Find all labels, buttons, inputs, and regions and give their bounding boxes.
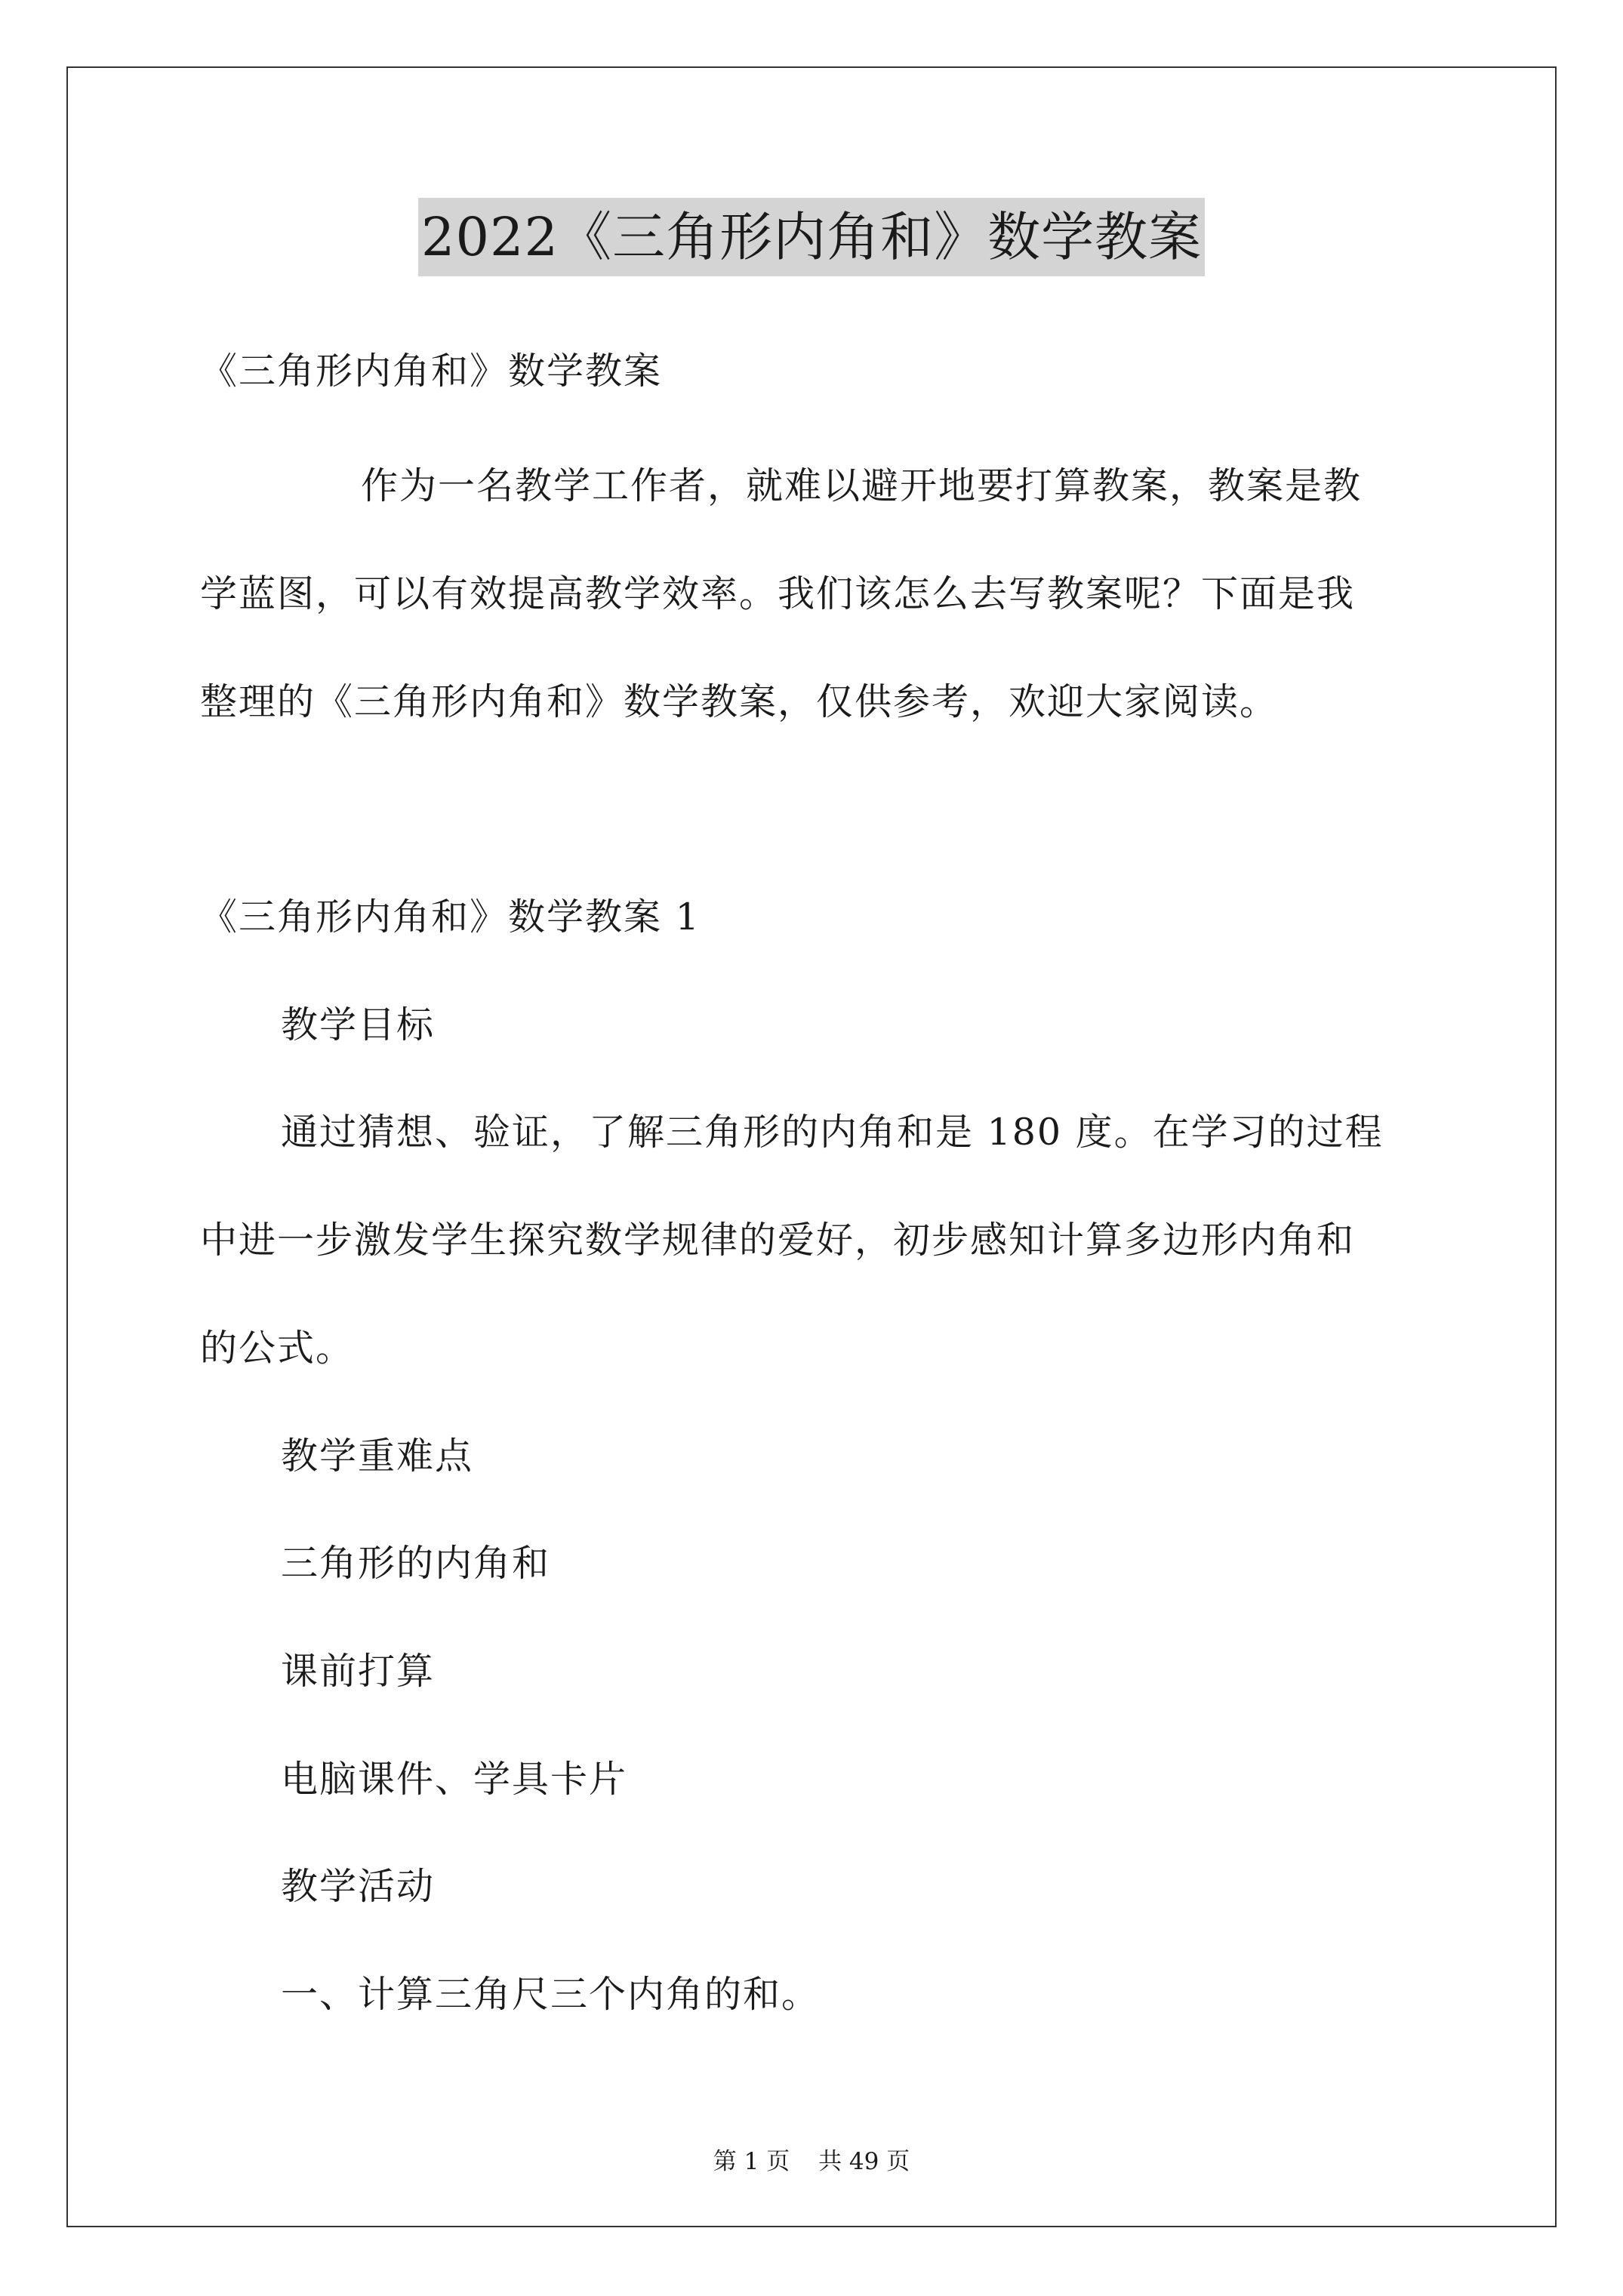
key-points-heading: 教学重难点 [281, 1435, 474, 1478]
key-points-text: 三角形的内角和 [281, 1542, 551, 1585]
objective-line-2: 中进一步激发学生探究数学规律的爱好，初步感知计算多边形内角和 [200, 1219, 1356, 1262]
page-total: 共 49 页 [818, 2148, 910, 2175]
document-subtitle: 《三角形内角和》数学教案 [200, 350, 663, 393]
title-container [0, 198, 1623, 276]
intro-line-1: 作为一名教学工作者，就难以避开地要打算教案，教案是教 [361, 464, 1363, 507]
objective-line-1: 通过猜想、验证，了解三角形的内角和是 180 度。在学习的过程 [281, 1111, 1384, 1154]
objective-line-3: 的公式。 [200, 1327, 355, 1370]
intro-line-3: 整理的《三角形内角和》数学教案，仅供参考，欢迎大家阅读。 [200, 680, 1279, 723]
activity-step-1: 一、计算三角尺三个内角的和。 [281, 1973, 821, 2016]
intro-line-2: 学蓝图，可以有效提高教学效率。我们该怎么去写教案呢？下面是我 [200, 572, 1356, 615]
objective-heading: 教学目标 [281, 1003, 436, 1046]
page-number: 第 1 页 [713, 2148, 790, 2175]
prep-text: 电脑课件、学具卡片 [281, 1758, 628, 1801]
section1-heading: 《三角形内角和》数学教案 1 [200, 895, 701, 938]
page-footer [0, 2147, 1623, 2177]
activity-heading: 教学活动 [281, 1865, 436, 1908]
prep-heading: 课前打算 [281, 1650, 436, 1693]
document-title: 2022《三角形内角和》数学教案 [418, 198, 1205, 276]
